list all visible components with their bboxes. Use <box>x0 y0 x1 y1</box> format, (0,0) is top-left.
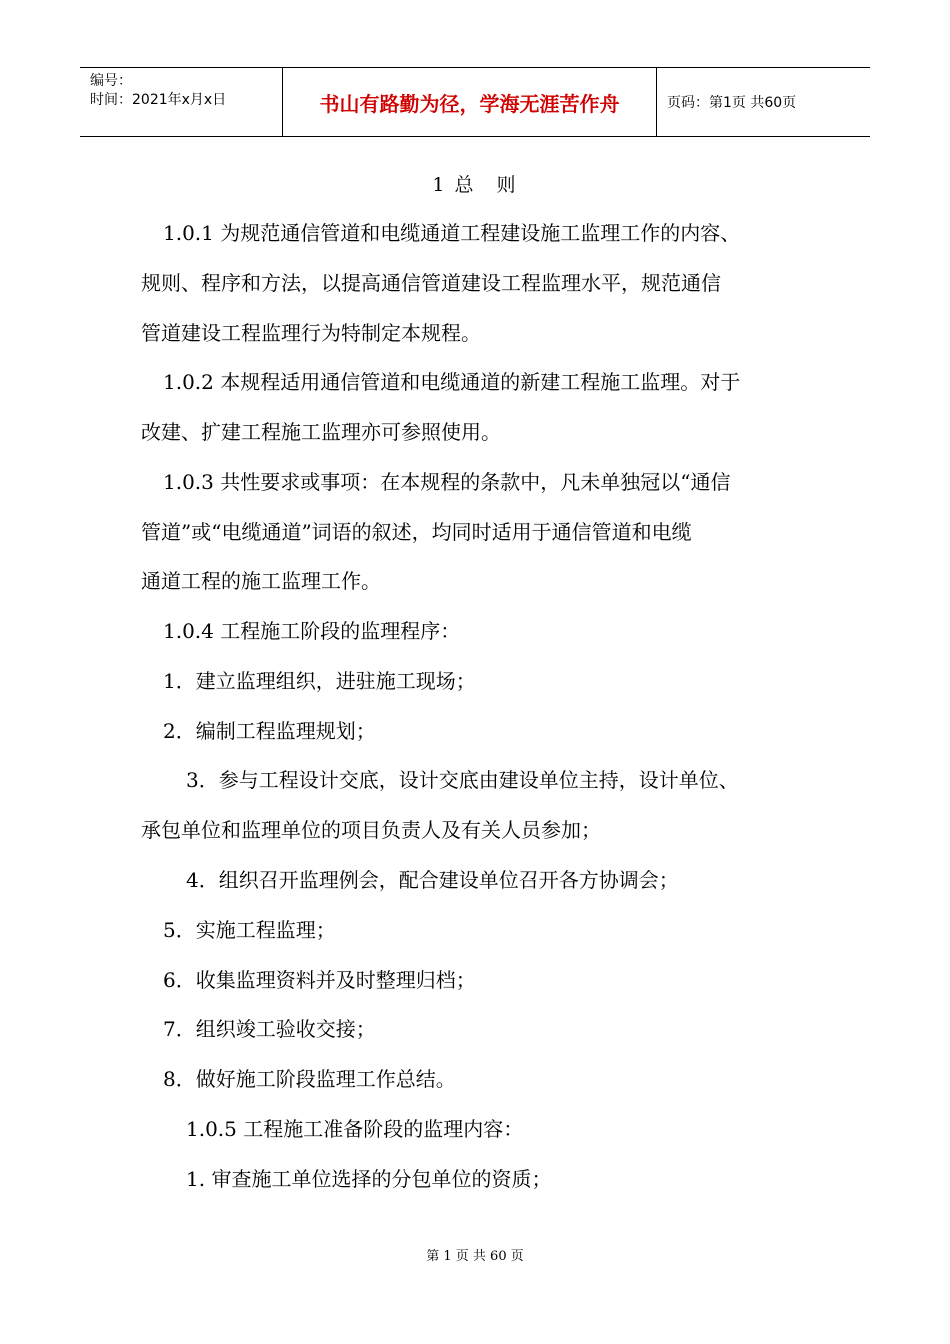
list-item: 1. 审查施工单位选择的分包单位的资质； <box>186 1167 552 1191</box>
body-line: 规则、程序和方法，以提高通信管道建设工程监理水平，规范通信 <box>141 271 721 295</box>
body-line: 改建、扩建工程施工监理亦可参照使用。 <box>141 420 501 444</box>
document-date: 时间：2021年x月x日 <box>90 92 227 108</box>
body-line: 承包单位和监理单位的项目负责人及有关人员参加； <box>141 818 601 842</box>
body-line: 1.0.1 为规范通信管道和电缆通道工程建设施工监理工作的内容、 <box>163 221 741 245</box>
header-page-info: 页码：第1页 共60页 <box>667 95 797 111</box>
body-line: 通道工程的施工监理工作。 <box>141 569 381 593</box>
header-motto: 书山有路勤为径，学海无涯苦作舟 <box>283 68 657 136</box>
body-line: 1.0.5 工程施工准备阶段的监理内容： <box>186 1117 524 1141</box>
section-title: 1 总 则 <box>432 174 518 196</box>
page-footer: 第 1 页 共 60 页 <box>426 1249 524 1264</box>
list-item: 5．实施工程监理； <box>163 918 336 942</box>
header-left-cell <box>80 68 283 136</box>
body-line: 1.0.4 工程施工阶段的监理程序： <box>163 619 461 643</box>
document-number-label: 编号： <box>90 73 132 89</box>
body-line: 管道”或“电缆通道”词语的叙述，均同时适用于通信管道和电缆 <box>141 520 692 544</box>
list-item: 7．组织竣工验收交接； <box>163 1017 376 1041</box>
page-header <box>80 67 870 137</box>
list-item: 6．收集监理资料并及时整理归档； <box>163 968 476 992</box>
list-item: 2．编制工程监理规划； <box>163 719 376 743</box>
list-item: 4．组织召开监理例会，配合建设单位召开各方协调会； <box>186 868 679 892</box>
list-item: 8．做好施工阶段监理工作总结。 <box>163 1067 456 1091</box>
body-line: 管道建设工程监理行为特制定本规程。 <box>141 321 481 345</box>
list-item: 3．参与工程设计交底，设计交底由建设单位主持，设计单位、 <box>186 768 739 792</box>
body-line: 1.0.3 共性要求或事项：在本规程的条款中，凡未单独冠以“通信 <box>163 470 731 494</box>
body-line: 1.0.2 本规程适用通信管道和电缆通道的新建工程施工监理。对于 <box>163 370 741 394</box>
list-item: 1．建立监理组织，进驻施工现场； <box>163 669 476 693</box>
